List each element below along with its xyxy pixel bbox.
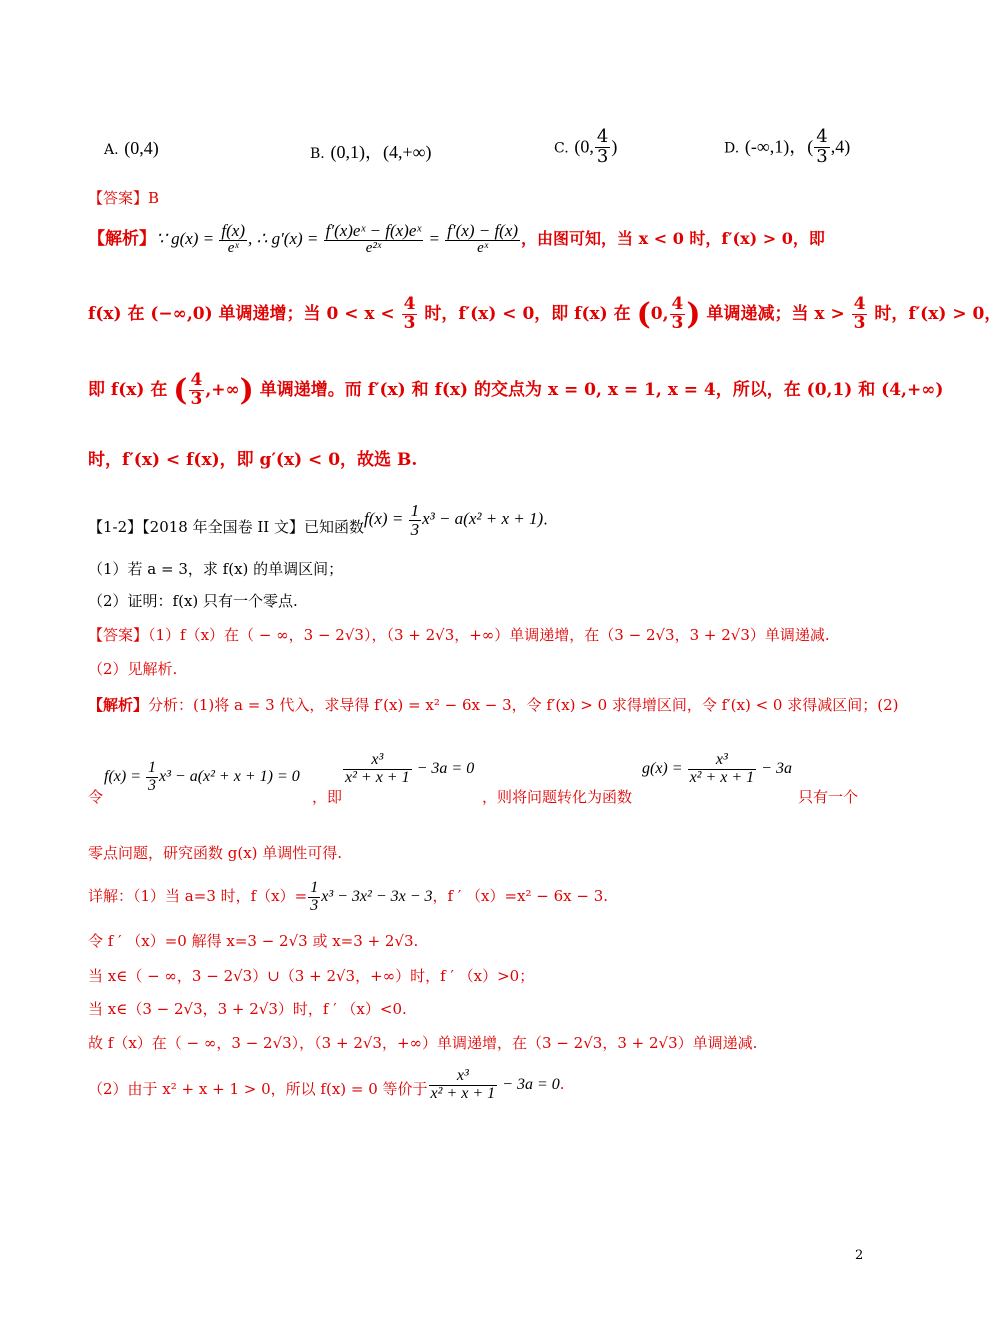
analysis-1-line-2: f(x) 在 (−∞,0) 单调递增；当 0 < x < $\frac{4}{3}$ 时，f′(x) < 0，即 f(x) 在 (0, $\frac{4}{3}$ ) 单调递减；当 x > $\frac{4}{3}$ 时，f′(x) > 0， [88, 294, 1001, 333]
answer-2-line-1: 【答案】（1）f（x）在（ − ∞，3 − 2√3），（3 + 2√3，+∞）单调递增，在（3 − 2√3，3 + 2√3）单调递减. [88, 626, 830, 644]
detail-line-2: 令 f ′ （x）=0 解得 x=3 − 2√3 或 x=3 + 2√3. [88, 932, 419, 950]
analysis-2-line-1: 【解析】分析：(1)将 a = 3 代入，求导得 f′(x) = x² − 6x − 3，令 f′(x) > 0 求得增区间，令 f′(x) < 0 求得减区间；(2) [88, 696, 899, 714]
analysis-1-line-3: 即 f(x) 在 ( $\frac{4}{3}$ ,+∞) 单调递增。而 f′(x) 和 f(x) 的交点为 x = 0, x = 1, x = 4，所以，在 (0,1) 和 (4,+∞) [88, 370, 944, 409]
fraction-simplified: $\frac{f'(x) - f(x)}{\text{eˣ}}$ [447, 221, 519, 256]
analysis-1-line-1: 【解析】∵ g(x) = $\frac{f(x)}{\text{eˣ}}$ , ∴ g′(x) = $\frac{\text{f′(x)eˣ − f(x)eˣ}}{\text{e²ˣ}}$ = $\frac{f'(x) - f(x)}{\text{eˣ}}$ ，由图可知，当 x < 0 时，f′(x) > 0，即 [88, 221, 825, 256]
analysis-2-tail: 只有一个 [798, 788, 859, 806]
detail-line-3: 当 x∈（ − ∞，3 − 2√3）∪（3 + 2√3，+∞）时，f ′ （x）>0； [88, 967, 535, 985]
detail-line-5: 故 f（x）在（ − ∞，3 − 2√3），（3 + 2√3，+∞）单调递增，在（3 − 2√3，3 + 2√3）单调递减. [88, 1034, 758, 1052]
problem-2-heading: 【1-2】【2018 年全国卷 II 文】已知函数f(x) = $\frac{1}{3}$ x³ − a(x² + x + 1). [88, 501, 548, 539]
fraction-one-third: $\frac{1}{3}$ [410, 501, 420, 539]
fraction-4-3-d: $\frac{4}{3}$ [190, 370, 203, 409]
option-a-label: A. [104, 142, 119, 158]
option-c-pre: (0, [574, 136, 594, 157]
analysis-tag: 【解析】 [88, 228, 156, 249]
detail-line-1: 详解：（1）当 a=3 时，f（x）= $\frac{1}{3}$ x³ − 3x² − 3x − 3，f ′ （x）=x² − 6x − 3. [88, 879, 609, 914]
option-c-fraction: $\frac{4}{3}$ [596, 126, 609, 167]
option-b-label: B. [310, 146, 325, 162]
option-d: D. (-∞,1)，( $\frac{4}{3}$ ,4) [724, 126, 851, 167]
fraction-fx-ex: $\frac{f(x)}{\text{eˣ}}$ [221, 221, 245, 256]
analysis-2-line-3: 零点问题，研究函数 g(x) 单调性可得. [88, 844, 343, 862]
analysis-2-line-ling: 令 [88, 788, 104, 806]
analysis-1-line-4: 时，f′(x) < f(x)，即 g′(x) < 0，故选 B. [88, 450, 418, 470]
fraction-4-3-c: $\frac{4}{3}$ [853, 294, 866, 333]
option-c: C. (0, $\frac{4}{3}$ ) [554, 126, 618, 167]
option-a-value: (0,4) [124, 138, 159, 158]
answer-1: 【答案】B [88, 189, 160, 207]
option-d-label: D. [724, 140, 740, 157]
analysis-2-ji: ，即 [312, 788, 343, 806]
analysis-2-transform: ，则将问题转化为函数 [482, 788, 633, 806]
answer-2-line-2: （2）见解析. [88, 660, 178, 678]
question-2: （2）证明：f(x) 只有一个零点. [88, 592, 298, 610]
option-c-label: C. [554, 140, 569, 157]
option-a [104, 138, 159, 159]
page-number: 2 [855, 1248, 864, 1263]
option-b-value: (0,1)，(4,+∞) [330, 142, 432, 162]
fraction-4-3-b: $\frac{4}{3}$ [671, 294, 684, 333]
question-1: （1）若 a = 3，求 f(x) 的单调区间； [88, 560, 344, 578]
detail-line-6: （2）由于 x² + x + 1 > 0，所以 f(x) = 0 等价于 $\frac{\text{x³}}{\text{x² + x + 1}}$ − 3a = 0. [88, 1067, 565, 1102]
option-d-fraction: $\frac{4}{3}$ [816, 126, 828, 167]
option-b [310, 138, 431, 164]
equation-ratio: $\frac{\text{x³}}{\text{x² + x + 1}}$ − 3a = 0 [345, 751, 475, 786]
equation-f-zero: f(x) = $\frac{1}{3}$ x³ − a(x² + x + 1) = 0 [104, 759, 300, 794]
detail-line-4: 当 x∈（3 − 2√3，3 + 2√3）时，f ′ （x）<0. [88, 1000, 407, 1018]
option-d-pre: (-∞,1)，( [744, 136, 814, 157]
fraction-derivative: $\frac{\text{f′(x)eˣ − f(x)eˣ}}{\text{e²ˣ}}$ [325, 221, 422, 256]
fraction-4-3-a: $\frac{4}{3}$ [403, 294, 416, 333]
equation-g: g(x) = $\frac{\text{x³}}{\text{x² + x + 1}}$ − 3a [642, 751, 792, 786]
